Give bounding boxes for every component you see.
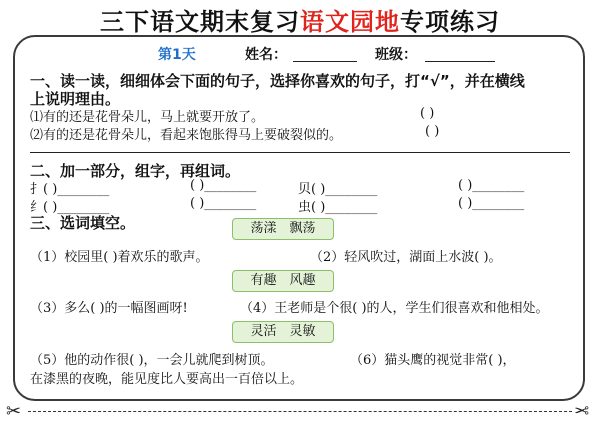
- sentence-1: ⑴有的还是花骨朵儿，马上就要开放了。: [30, 110, 265, 125]
- scissors-icon: ✂: [6, 401, 22, 422]
- title-highlight: 语文园地: [300, 8, 400, 36]
- sentence-1-checkbox[interactable]: ( ): [420, 106, 435, 121]
- class-label: 班级：: [375, 47, 417, 63]
- scissors-icon: ✂: [574, 401, 590, 422]
- word-cell-r2-c2[interactable]: ( )________: [190, 196, 257, 211]
- question-6: （6）猫头鹰的视觉非常( )，: [350, 353, 516, 368]
- question-1: （1）校园里( )着欢乐的歌声。: [30, 250, 209, 265]
- name-field[interactable]: [293, 47, 357, 62]
- question-4: （4）王老师是个很( )的人，学生们很喜欢和他相处。: [240, 301, 549, 316]
- sentence-2-checkbox[interactable]: ( ): [425, 124, 440, 139]
- question-3: （3）多么( )的一幅图画呀!: [30, 301, 188, 316]
- sentence-2: ⑵有的还是花骨朵儿，看起来饱胀得马上要破裂似的。: [30, 128, 343, 143]
- word-cell-r2-c4[interactable]: ( )________: [458, 196, 525, 211]
- word-choice-box-2: 有趣 风趣: [232, 270, 334, 292]
- word-cell-r1-c2[interactable]: ( )________: [190, 178, 257, 193]
- word-cell-r2-c1[interactable]: 纟( )________: [30, 200, 110, 215]
- name-label: 姓名：: [245, 47, 287, 63]
- cut-line: [28, 411, 572, 412]
- word-cell-r2-c3[interactable]: 虫( )________: [298, 200, 378, 215]
- day-label: 第1天: [158, 47, 196, 63]
- section1-heading: 一、读一读，细细体会下面的句子，选择你喜欢的句子，打“√”，并在横线: [30, 72, 525, 90]
- question-2: （2）轻风吹过，湖面上水波( )。: [310, 250, 502, 265]
- section3-heading: 三、选词填空。: [30, 214, 136, 232]
- page-title: [0, 2, 600, 37]
- word-cell-r1-c3[interactable]: 贝( )________: [298, 182, 378, 197]
- question-5: （5）他的动作很( )，一会儿就爬到树顶。: [30, 353, 274, 368]
- word-choice-box-3: 灵活 灵敏: [232, 321, 334, 343]
- section1-heading-cont: 上说明理由。: [30, 90, 121, 108]
- reason-line[interactable]: [30, 152, 570, 153]
- section2-heading: 二、加一部分，组字，再组词。: [30, 162, 241, 180]
- word-cell-r1-c1[interactable]: 扌( )________: [30, 182, 110, 197]
- class-field[interactable]: [425, 47, 495, 62]
- word-choice-box-1: 荡漾 飘荡: [232, 218, 334, 240]
- title-part2: 专项练习: [400, 8, 500, 36]
- question-6-cont: 在漆黑的夜晚，能见度比人要高出一百倍以上。: [30, 372, 304, 387]
- word-cell-r1-c4[interactable]: ( )________: [458, 178, 525, 193]
- title-part1: 三下语文期末复习: [100, 8, 300, 36]
